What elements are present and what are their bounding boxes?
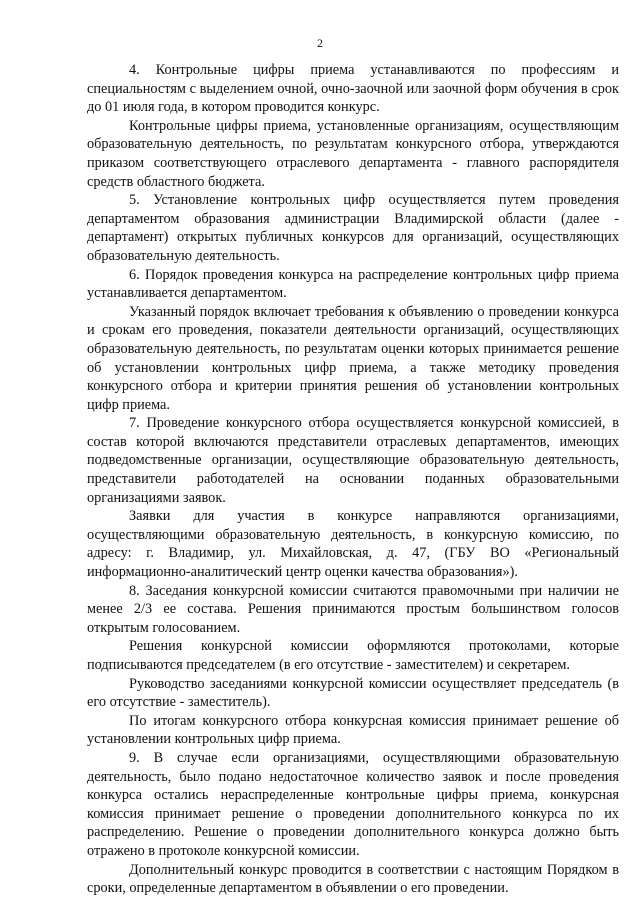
page-number: 2 (317, 36, 323, 50)
paragraph-decision: По итогам конкурсного отбора конкурсная комиссия принимает решение об установлении контрольных цифр приема. (87, 712, 619, 748)
paragraph-6: 6. Порядок проведения конкурса на распределение контрольных цифр приема устанавливается департаментом. (87, 266, 619, 302)
paragraph-control-figures-approval: Контрольные цифры приема, установленные организациям, осуществляющим образовательную деятельность, по результатам конкурсного отбора, утверждаются приказом соответствующего отраслевого департамента - главного распорядителя средств областного бюджета. (87, 117, 619, 190)
paragraph-additional-contest: Дополнительный конкурс проводится в соответствии с настоящим Порядком в сроки, определенные департаментом в объявлении о его проведении. (87, 861, 619, 897)
paragraph-protocols: Решения конкурсной комиссии оформляются протоколами, которые подписываются председателем (в его отсутствие - заместителем) и секретарем. (87, 638, 619, 673)
paragraph-procedure-requirements: Указанный порядок включает требования к объявлению о проведении конкурса и срокам его проведения, показатели деятельности организаций, осуществляющих образовательную деятельность, по результатам оценки которых принимается решение об установлении контрольных цифр приема, а также методику проведения конкурсного отбора и критерии принятия решения об установлении контрольных цифр приема. (87, 303, 619, 413)
paragraph-5: 5. Установление контрольных цифр осуществляется путем проведения департаментом образования администрации Владимирской области (далее - департамент) открытых публичных конкурсов для организаций, осуществляющих образовательную деятельность. (87, 192, 619, 264)
paragraph-8: 8. Заседания конкурсной комиссии считаются правомочными при наличии не менее 2/3 ее состава. Решения принимаются простым большинством голосов открытым голосованием. (87, 582, 619, 636)
document-body (87, 61, 619, 898)
paragraph-9: 9. В случае если организациями, осуществляющими образовательную деятельность, было подано недостаточное количество заявок и после проведения конкурса остались нераспределенные контрольные цифры приема, конкурсная комиссия принимает решение о проведении дополнительного конкурса по их распределению. Решение о проведении дополнительного конкурса должно быть отражено в протоколе конкурсной комиссии. (87, 749, 619, 859)
paragraph-chairman: Руководство заседаниями конкурсной комиссии осуществляет председатель (в его отсутствие - заместитель). (87, 675, 619, 711)
paragraph-4: 4. Контрольные цифры приема устанавливаются по профессиям и специальностям с выделением очной, очно-заочной или заочной форм обучения в срок до 01 июля года, в котором проводится конкурс. (87, 62, 619, 116)
paragraph-applications-address: Заявки для участия в конкурсе направляются организациями, осуществляющими образовательную деятельность, в конкурсную комиссию, по адресу: г. Владимир, ул. Михайловская, д. 47, (ГБУ ВО «Региональный информационно-аналитический центр оценки качества образования»). (87, 508, 619, 581)
paragraph-7: 7. Проведение конкурсного отбора осуществляется конкурсной комиссией, в состав которой включаются представители отраслевых департаментов, имеющих подведомственные организации, осуществляющие образовательную деятельность, представители работодателей на основании поданных образовательными организациями заявок. (87, 415, 619, 506)
